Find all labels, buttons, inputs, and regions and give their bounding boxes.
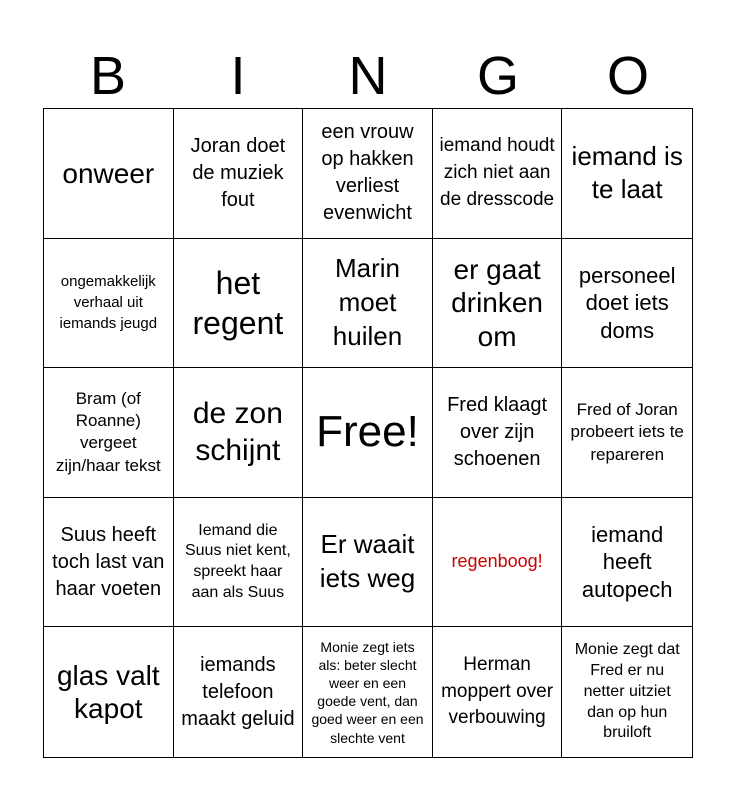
header-letter-n: N <box>348 46 388 106</box>
header-letter-g: G <box>476 46 519 106</box>
bingo-cell[interactable]: Iemand die Suus niet kent, spreekt haar aan als Suus <box>174 498 304 628</box>
bingo-board <box>43 108 693 758</box>
free-space[interactable]: Free! <box>303 368 433 498</box>
bingo-cell[interactable]: iemand houdt zich niet aan de dresscode <box>433 109 563 239</box>
bingo-cell[interactable]: het regent <box>174 239 304 369</box>
bingo-cell[interactable]: iemand is te laat <box>562 109 692 239</box>
bingo-cell[interactable]: Monie zegt iets als: beter slecht weer en een goede vent, dan goed weer en een slechte vent <box>303 627 433 757</box>
bingo-cell[interactable]: personeel doet iets doms <box>562 239 692 369</box>
header-letter-i: I <box>230 46 246 106</box>
bingo-cell[interactable]: Monie zegt dat Fred er nu netter uitziet dan op hun bruiloft <box>574 641 680 742</box>
bingo-cell[interactable]: Fred of Joran probeert iets te repareren <box>562 368 692 498</box>
bingo-cell[interactable]: iemand heeft autopech <box>562 498 692 628</box>
bingo-cell[interactable]: Bram (of Roanne) vergeet zijn/haar tekst <box>44 368 174 498</box>
bingo-cell[interactable]: Joran doet de muziek fout <box>174 109 304 239</box>
bingo-cell[interactable]: Fred klaagt over zijn schoenen <box>433 368 563 498</box>
bingo-cell[interactable]: ongemakkelijk verhaal uit iemands jeugd <box>44 239 174 369</box>
bingo-cell[interactable]: er gaat drinken om <box>433 239 563 369</box>
bingo-cell[interactable]: Suus heeft toch last van haar voeten <box>44 498 174 628</box>
bingo-cell[interactable]: regenboog! <box>433 498 563 628</box>
bingo-cell[interactable]: Er waait iets weg <box>303 498 433 628</box>
bingo-cell[interactable]: Marin moet huilen <box>303 239 433 369</box>
bingo-cell[interactable]: Herman moppert over verbouwing <box>433 627 563 757</box>
bingo-cell[interactable]: de zon schijnt <box>174 368 304 498</box>
bingo-header <box>43 44 693 108</box>
bingo-cell[interactable]: onweer <box>44 109 174 239</box>
header-letter-b: B <box>89 46 127 106</box>
header-letter-o: O <box>606 46 649 106</box>
bingo-cell[interactable]: glas valt kapot <box>44 627 174 757</box>
bingo-cell[interactable]: een vrouw op hakken verliest evenwicht <box>303 109 433 239</box>
bingo-cell[interactable]: iemands telefoon maakt geluid <box>174 627 304 757</box>
